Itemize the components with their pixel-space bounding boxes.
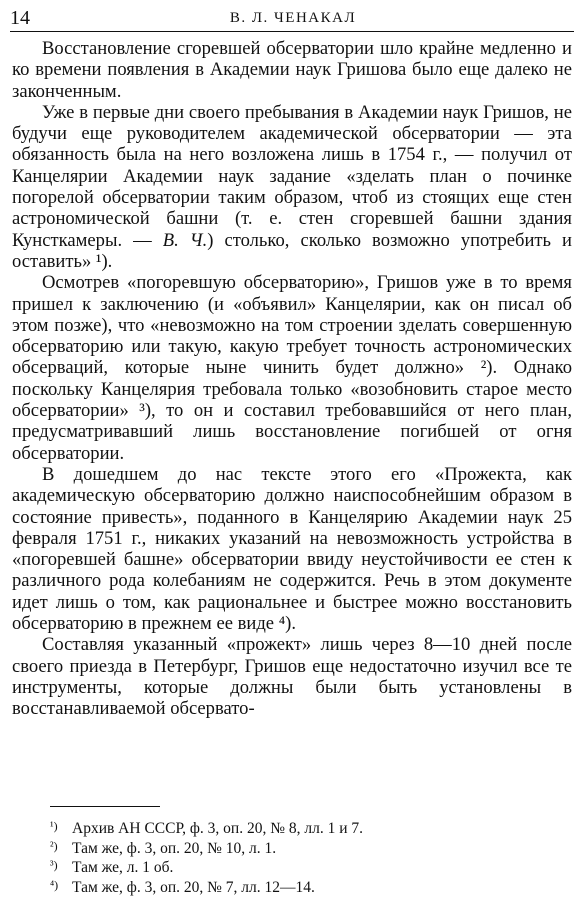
footnote [50, 818, 570, 838]
footnotes [50, 818, 570, 896]
main-text [12, 38, 572, 720]
paragraph-text: Восстановление сгоревшей обсерватории шло крайне медленно и ко времени появления в Академии наук Гришова было еще далеко не законченным. [12, 38, 572, 102]
paragraph-text: Осмотрев «погоревшую обсерваторию», Гришов уже в то время пришел к заключению (и «объявил» Канцелярии, как он писал об этом позже), что «невозможно на том строении зделать совершенную обсерваторию или такую, какую требует точность астрономических обсерваций, которые ныне чинить будет должно» ²). Однако поскольку Канцелярия требовала только «возобновить старое место обсерватории» ³), то он и составил требовавшийся от него план, предусматривавший лишь восстановление погибшей от огня обсерватории. [12, 272, 572, 464]
footnote [50, 877, 570, 897]
paragraph-text: Уже в первые дни своего пребывания в Академии наук Гришов, не будучи еще руководителем академической обсерватории — эта обязанность была на него возложена лишь в 1754 г., — получил от Канцелярии Академии наук задание «зделать план о починке погорелой обсерватории таким образом, чтоб из стоящих еще стен астрономической башни (т. е. стен сгоревшей башни здания Кунсткамеры. — [12, 101, 572, 251]
author-initials: В. Ч. [162, 229, 208, 251]
paragraph-3 [12, 272, 572, 464]
page-number: 14 [10, 7, 30, 29]
footnote-text: Архив АН СССР, ф. 3, оп. 20, № 8, лл. 1 и 7. [72, 820, 364, 837]
paragraph-5 [12, 634, 572, 719]
footnote-mark: ²) [50, 838, 58, 853]
footnote-separator [50, 806, 160, 807]
paragraph-text: Составляя указанный «прожект» лишь через 8—10 дней после своего приезда в Петербург, Гришов еще недостаточно изучил все те инструменты, которые должны были быть установлены в восстанавливаемой обсервато- [12, 634, 572, 720]
page-header [10, 6, 576, 32]
running-title: В. Л. ЧЕНАКАЛ [229, 10, 357, 26]
paragraph-1 [12, 38, 572, 102]
footnote-text: Там же, ф. 3, оп. 20, № 7, лл. 12—14. [72, 878, 315, 896]
footnote [50, 857, 570, 877]
paragraph-4 [12, 464, 572, 634]
paragraph-text: ) столько, сколько возможно употребить и оставить» ¹). [12, 229, 572, 272]
footnote-mark: ¹) [50, 819, 58, 833]
header-rule [10, 31, 574, 32]
footnote-mark: ⁴) [50, 877, 59, 892]
footnote-text: Там же, л. 1 об. [72, 859, 174, 876]
footnote [50, 838, 570, 858]
footnote-mark: ³) [50, 858, 58, 872]
paragraph-text: В дошедшем до нас тексте этого его «Прожекта, как академическую обсерваторию должно наиспособнейшим образом в состояние привесть», поданного в Канцелярию Академии наук 25 февраля 1751 г., никаких указаний на невозможность устройства в «погоревшей башне» обсерватории ввиду неустойчивости ее стен к различного рода колебаниям не содержится. Речь в этом документе идет лишь о том, как рациональнее и быстрее можно восстановить обсерваторию в прежнем ее виде ⁴). [12, 463, 572, 635]
paragraph-2 [12, 102, 572, 272]
footnote-text: Там же, ф. 3, оп. 20, № 10, л. 1. [72, 839, 277, 857]
